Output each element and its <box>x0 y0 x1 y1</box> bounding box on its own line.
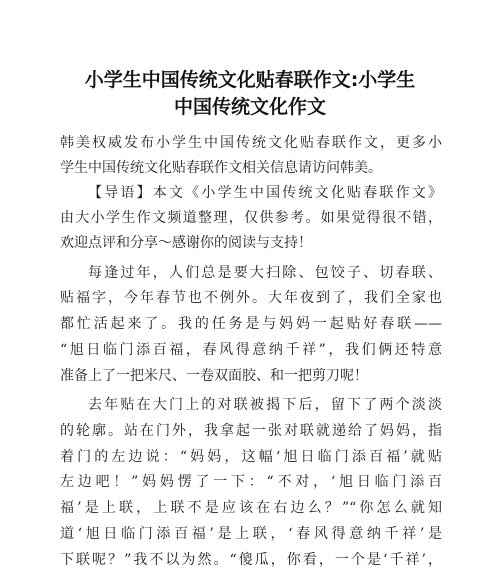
paragraph-3-line-5: 准备上了一把米尺、一卷双面胶、和一把剪刀呢！ <box>60 368 368 384</box>
paragraph-4-line-1: 去年贴在大门上的对联被揭下后，留下了两个淡淡 <box>88 397 442 413</box>
paragraph-2-line-2: 由大小学生作文频道整理，仅供参考。如果觉得很不错， <box>60 210 442 226</box>
paragraph-1-line-2: 学生中国传统文化贴春联作文相关信息请访问韩美。 <box>60 160 382 176</box>
paragraph-1-line-1: 韩美权威发布小学生中国传统文化贴春联作文，更多小 <box>60 135 442 151</box>
paragraph-2-line-3: 欢迎点评和分享～感谢你的阅读与支持！ <box>60 235 312 251</box>
paragraph-2-line-1: 【导语】本文《小学生中国传统文化贴春联作文》 <box>88 185 442 201</box>
paragraph-4-line-5: 福’是上联，上联不是应该在右边么？”“你怎么就知 <box>60 500 442 516</box>
document-title-line-2: 中国传统文化作文 <box>173 96 326 118</box>
paragraph-3-line-3: 都忙活起来了。我的任务是与妈妈一起贴好春联—— <box>60 316 442 332</box>
paragraph-3-line-1: 每逢过年，人们总是要大扫除、包饺子、切春联、 <box>88 265 442 281</box>
paragraph-4-line-4: 左边吧！”妈妈愣了一下：“不对，‘旭日临门添百 <box>60 474 442 490</box>
paragraph-3-line-2: 贴福字，今年春节也不例外。大年夜到了，我们全家也 <box>60 290 442 306</box>
document-title-line-1: 小学生中国传统文化贴春联作文:小学生 <box>84 69 416 91</box>
paragraph-4-line-7: 下联呢？”我不以为然。“傻瓜，你看，一个是‘千祥’， <box>60 552 442 568</box>
paragraph-3-line-4: “旭日临门添百福，春风得意纳千祥”，我们俩还特意 <box>60 342 442 358</box>
paragraph-4-line-6: 道‘旭日临门添百福’是上联，‘春风得意纳千祥’是 <box>60 526 442 542</box>
paragraph-4-line-3: 着门的左边说：“妈妈，这幅‘旭日临门添百福’就贴 <box>60 449 442 465</box>
paragraph-4-line-2: 的轮廓。站在门外，我拿起一张对联就递给了妈妈，指 <box>60 423 442 439</box>
